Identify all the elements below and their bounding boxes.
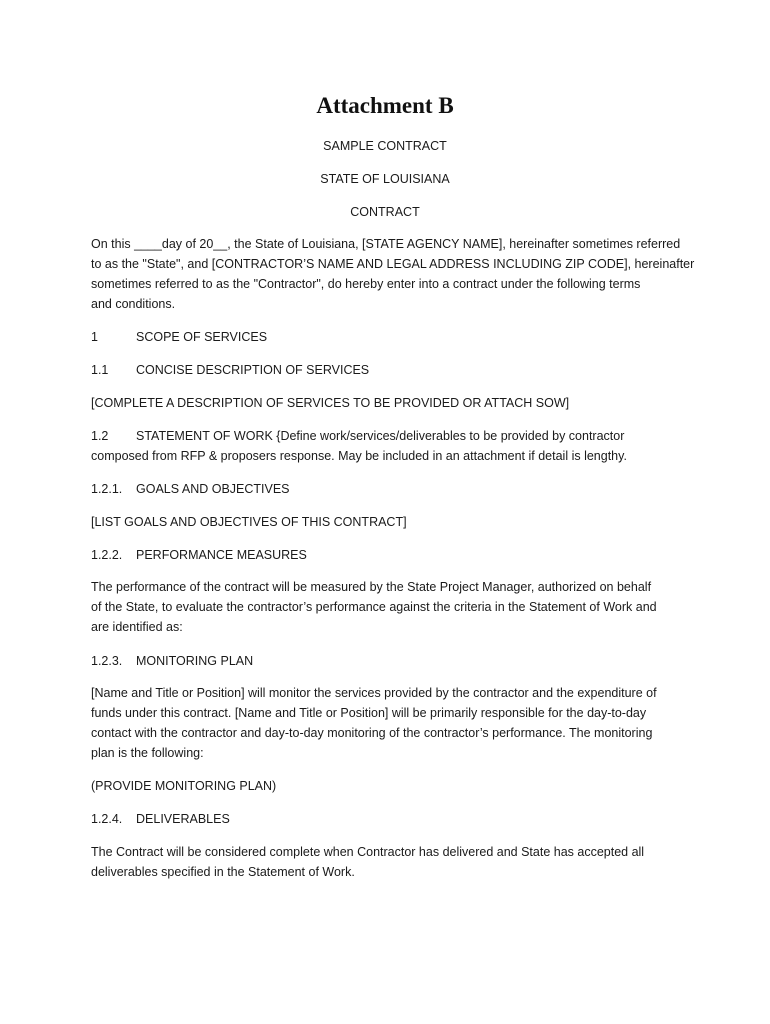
page-title: Attachment B (316, 93, 454, 118)
monitoring-line: funds under this contract. [Name and Title or Position] will be primarily responsible for the day-to-day (91, 706, 647, 720)
intro-line: On this ____day of 20__, the State of Louisiana, [STATE AGENCY NAME], hereinafter sometimes referred (91, 237, 681, 251)
deliverables-line: deliverables specified in the Statement of Work. (91, 865, 355, 879)
section-1-2-line (91, 426, 691, 446)
section-1-2-paragraph (91, 426, 691, 466)
monitoring-placeholder: (PROVIDE MONITORING PLAN) (91, 779, 277, 793)
section-1-2-line: composed from RFP & proposers response. May be included in an attachment if detail is lengthy. (91, 449, 627, 463)
section-number: 1 (91, 330, 98, 344)
subtitle-sample-contract: SAMPLE CONTRACT (323, 139, 447, 153)
monitoring-line: plan is the following: (91, 746, 204, 760)
services-placeholder: [COMPLETE A DESCRIPTION OF SERVICES TO BE PROVIDED OR ATTACH SOW] (91, 396, 570, 410)
section-1-2-3-heading (91, 653, 253, 669)
monitoring-line: [Name and Title or Position] will monitor the services provided by the contractor and the expenditure of (91, 686, 657, 700)
section-1-heading (91, 329, 267, 345)
monitoring-line: contact with the contractor and day-to-day monitoring of the contractor’s performance. The monitoring (91, 726, 653, 740)
performance-line: of the State, to evaluate the contractor’s performance against the criteria in the Statement of Work and (91, 600, 657, 614)
performance-line: The performance of the contract will be measured by the State Project Manager, authorized on behalf (91, 580, 652, 594)
subtitle-contract: CONTRACT (350, 205, 420, 219)
subtitle-state: STATE OF LOUISIANA (320, 172, 450, 186)
intro-line: and conditions. (91, 297, 176, 311)
section-number: 1.2.3. (91, 654, 123, 668)
goals-placeholder: [LIST GOALS AND OBJECTIVES OF THIS CONTRACT] (91, 515, 407, 529)
deliverables-line: The Contract will be considered complete when Contractor has delivered and State has accepted all (91, 845, 645, 859)
deliverables-paragraph (91, 842, 691, 882)
section-label: GOALS AND OBJECTIVES (136, 482, 290, 496)
section-number: 1.2.2. (91, 548, 123, 562)
section-label: CONCISE DESCRIPTION OF SERVICES (136, 363, 370, 377)
section-1-1-heading (91, 362, 369, 378)
section-number: 1.2.4. (91, 812, 123, 826)
section-1-2-1-heading (91, 481, 290, 497)
performance-paragraph (91, 577, 691, 637)
performance-line: are identified as: (91, 620, 183, 634)
monitoring-paragraph (91, 683, 691, 763)
section-label: DELIVERABLES (136, 812, 230, 826)
intro-line: sometimes referred to as the "Contractor", do hereby enter into a contract under the following terms (91, 277, 641, 291)
intro-paragraph (91, 234, 695, 314)
section-number: 1.2.1. (91, 482, 123, 496)
statement-of-work-text: STATEMENT OF WORK {Define work/services/deliverables to be provided by contractor (136, 429, 625, 443)
section-1-2-2-heading (91, 547, 307, 563)
intro-line: to as the "State", and [CONTRACTOR’S NAME AND LEGAL ADDRESS INCLUDING ZIP CODE], hereinafter (91, 257, 695, 271)
section-number: 1.1 (91, 363, 109, 377)
section-label: PERFORMANCE MEASURES (136, 548, 307, 562)
section-1-2-4-heading (91, 811, 230, 827)
section-label: MONITORING PLAN (136, 654, 254, 668)
section-number: 1.2 (91, 429, 109, 443)
section-label: SCOPE OF SERVICES (136, 330, 268, 344)
